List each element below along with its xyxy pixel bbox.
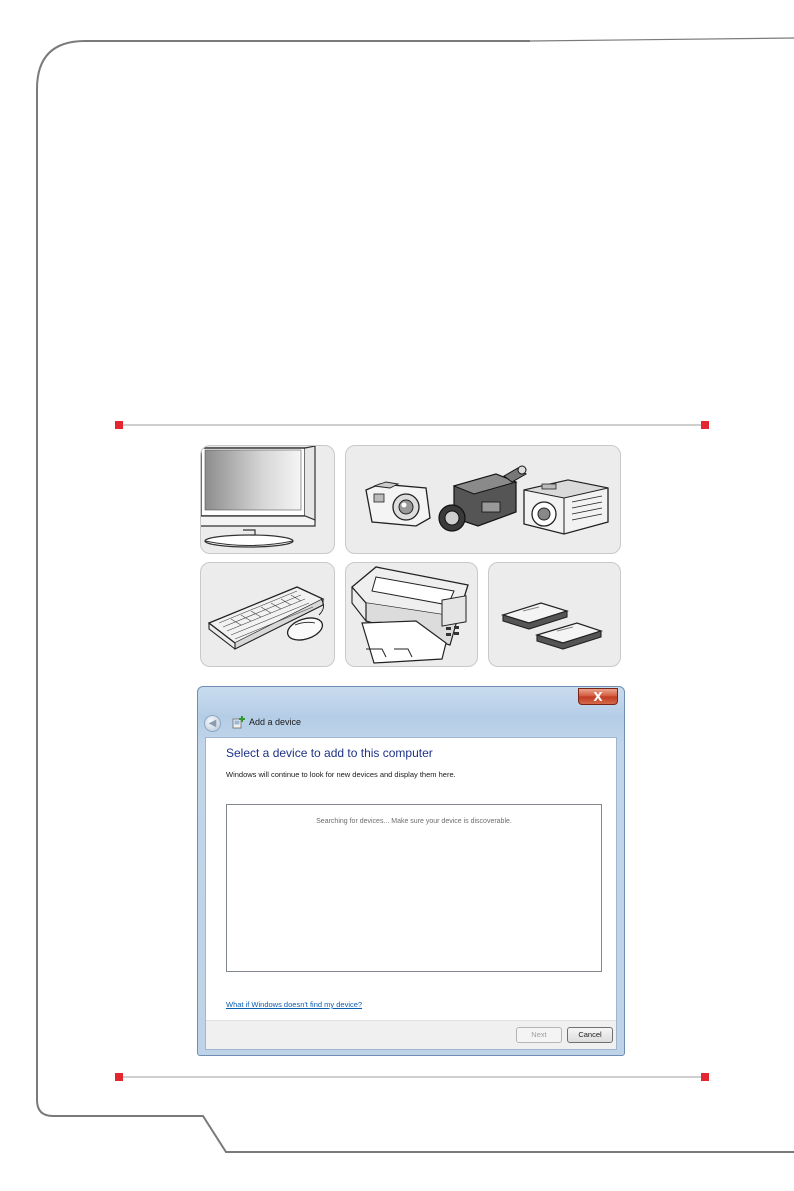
divider-marker-left <box>115 421 123 429</box>
top-divider <box>118 424 706 426</box>
dialog-description: Windows will continue to look for new devices and display them here. <box>226 770 456 779</box>
device-list[interactable] <box>226 804 602 972</box>
dialog-content <box>205 737 617 1050</box>
divider-marker-right <box>701 1073 709 1081</box>
keyboard-icon <box>201 563 334 666</box>
next-button[interactable]: Next <box>516 1027 562 1043</box>
bottom-divider <box>118 1076 706 1078</box>
dialog-heading: Select a device to add to this computer <box>226 746 433 760</box>
window-title: Add a device <box>249 717 302 727</box>
camera-devices-illustration <box>345 445 621 554</box>
searching-message: Searching for devices... Make sure your device is discoverable. <box>316 818 512 825</box>
cancel-button[interactable]: Cancel <box>567 1027 613 1043</box>
add-device-icon <box>232 715 246 729</box>
monitor-icon <box>201 446 334 553</box>
printer-icon <box>346 563 477 666</box>
monitor-illustration <box>200 445 335 554</box>
divider-marker-left <box>115 1073 123 1081</box>
keyboard-mouse-illustration <box>200 562 335 667</box>
external-drives-illustration <box>488 562 621 667</box>
back-button[interactable] <box>204 715 221 732</box>
add-device-dialog <box>197 686 625 1056</box>
dialog-footer <box>206 1020 616 1049</box>
camera-icon <box>346 446 620 553</box>
printer-illustration <box>345 562 478 667</box>
divider-marker-right <box>701 421 709 429</box>
external-drive-icon <box>489 563 620 666</box>
close-button[interactable]: X <box>578 688 618 705</box>
help-link[interactable]: What if Windows doesn't find my device? <box>226 1000 363 1009</box>
back-arrow-icon: ◀ <box>208 718 217 729</box>
